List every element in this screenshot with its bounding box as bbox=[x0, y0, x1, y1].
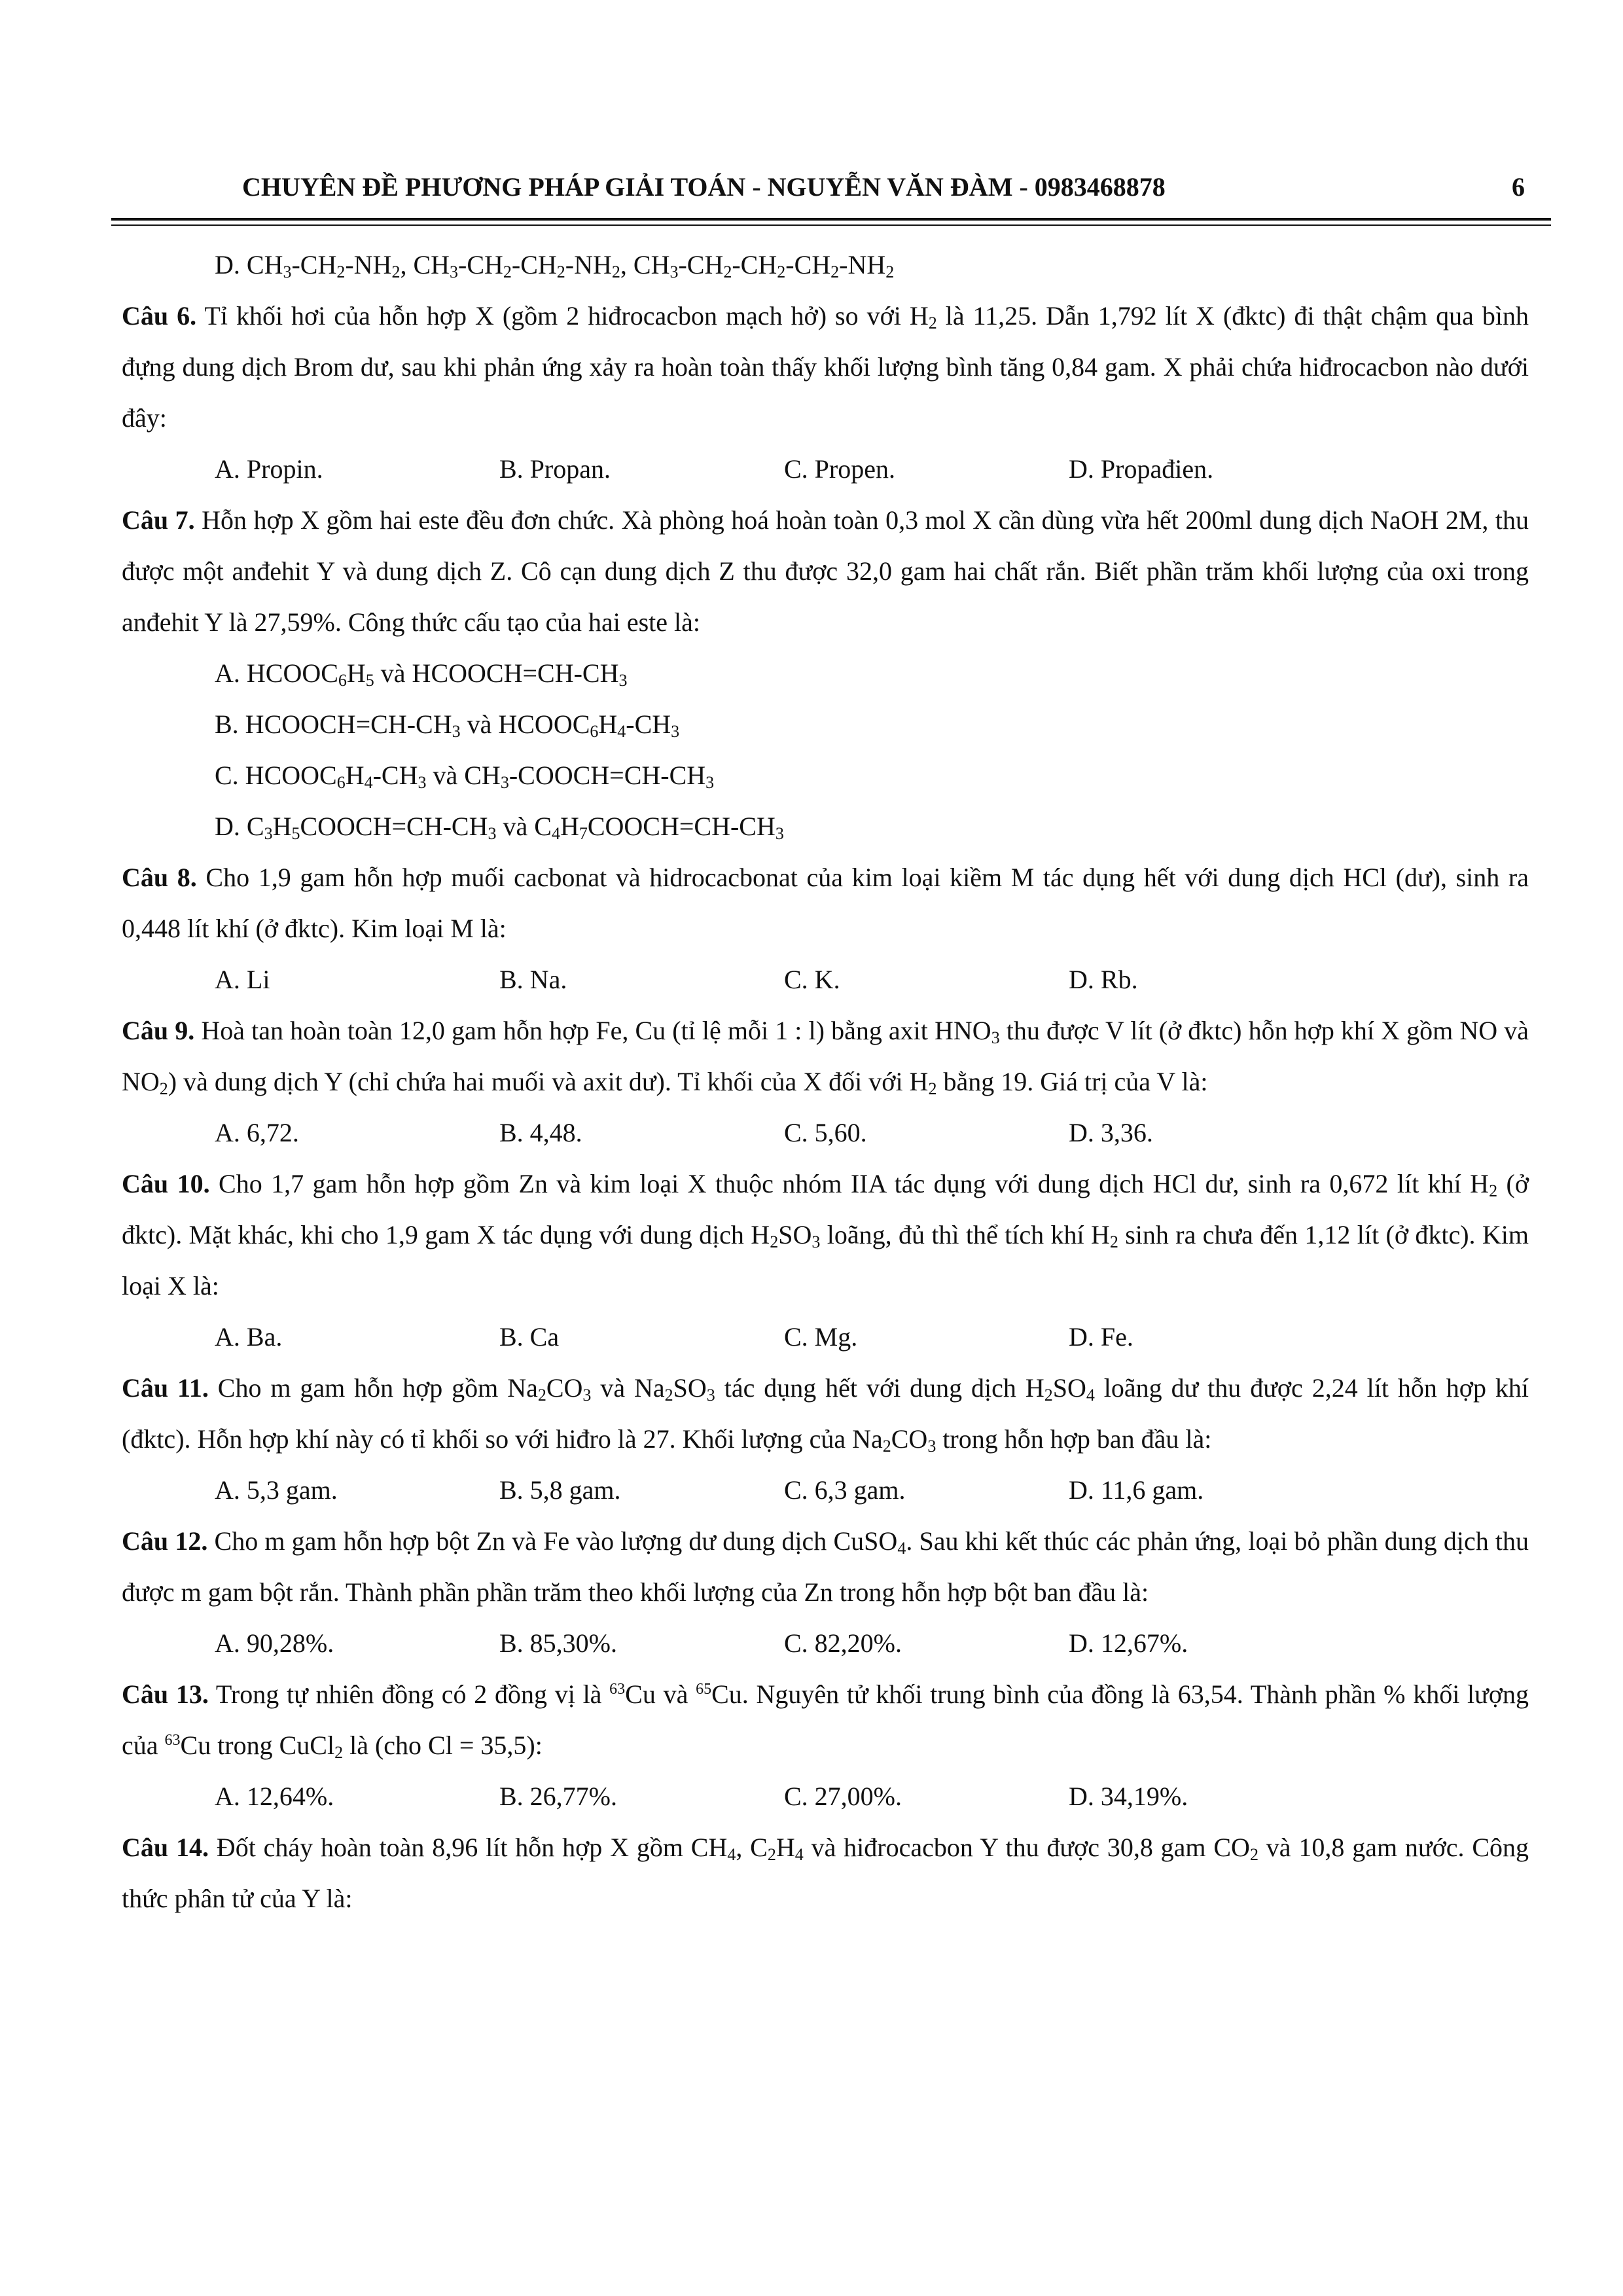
question-content bbox=[122, 240, 1529, 1924]
answer-options bbox=[122, 444, 1529, 495]
answer-option: B. 5,8 gam. bbox=[499, 1475, 621, 1505]
question-label: Câu 10. bbox=[122, 1169, 210, 1198]
answer-option: C. $HCOOC_6H_4-CH_3$ và $CH_3-COOCH=CH-CH_3$ bbox=[215, 761, 715, 792]
question-text: Trong tự nhiên đồng có 2 đồng vị là $^{63}$Cu và $^{65}$Cu. Nguyên tử khối trung bình của đồng là 63,54. Thành phần % khối lượng của $^{63}$Cu trong CuCl$_2$ là (cho Cl = 35,5): bbox=[122, 1679, 1529, 1762]
answer-option: D. 12,67%. bbox=[1069, 1628, 1188, 1658]
question-text: Cho m gam hỗn hợp bột Zn và Fe vào lượng dư dung dịch CuSO$_4$. Sau khi kết thúc các phản ứng, loại bỏ phần dung dịch thu được m gam bột rắn. Thành phần phần trăm theo khối lượng của Zn trong hỗn hợp bột ban đầu là: bbox=[122, 1526, 1529, 1607]
question-text: Cho m gam hỗn hợp gồm $Na_2CO_3$ và $Na_2SO_3$ tác dụng hết với dung dịch $H_2SO_4$ loãng dư thu được 2,24 lít hỗn hợp khí (đktc). Hỗn hợp khí này có tỉ khối so với hiđro là 27. Khối lượng của $Na_2CO_3$ trong hỗn hợp ban đầu là: bbox=[122, 1373, 1529, 1456]
question-7 bbox=[122, 495, 1529, 648]
answer-option: B. Ca bbox=[499, 1322, 560, 1352]
question-label: Câu 6. bbox=[122, 301, 197, 331]
answer-option: C. Propen. bbox=[784, 454, 895, 484]
question-text: Tỉ khối hơi của hỗn hợp X (gồm 2 hiđrocacbon mạch hở) so với $H_2$ là 11,25. Dẫn 1,792 lít X (đktc) đi thật chậm qua bình đựng dung dịch Brom dư, sau khi phản ứng xảy ra hoàn toàn thấy khối lượng bình tăng 0,84 gam. X phải chứa hiđrocacbon nào dưới đây: bbox=[122, 301, 1529, 433]
answer-option: C. K. bbox=[784, 965, 840, 994]
answer-option: B. Propan. bbox=[499, 454, 611, 484]
question-14 bbox=[122, 1822, 1529, 1924]
answer-options bbox=[122, 954, 1529, 1005]
answer-option: C. Mg. bbox=[784, 1322, 858, 1352]
question-10 bbox=[122, 1158, 1529, 1312]
answer-option: A. 5,3 gam. bbox=[215, 1475, 338, 1505]
answer-option: A. 90,28%. bbox=[215, 1628, 334, 1658]
question-label: Câu 7. bbox=[122, 505, 195, 535]
answer-option: A. 6,72. bbox=[215, 1118, 299, 1147]
question-text: Hỗn hợp X gồm hai este đều đơn chức. Xà phòng hoá hoàn toàn 0,3 mol X cần dùng vừa hết 200ml dung dịch NaOH 2M, thu được một anđehit Y và dung dịch Z. Cô cạn dung dịch Z thu được 32,0 gam hai chất rắn. Biết phần trăm khối lượng của oxi trong anđehit Y là 27,59%. Công thức cấu tạo của hai este là: bbox=[122, 505, 1529, 637]
page-number: 6 bbox=[1512, 172, 1525, 202]
question-text: Cho 1,9 gam hỗn hợp muối cacbonat và hidrocacbonat của kim loại kiềm M tác dụng hết với dung dịch HCl (dư), sinh ra 0,448 lít khí (ở đktc). Kim loại M là: bbox=[122, 863, 1529, 943]
answer-option: C. 6,3 gam. bbox=[784, 1475, 906, 1505]
answer-option: A. 12,64%. bbox=[215, 1782, 334, 1811]
answer-options bbox=[122, 1618, 1529, 1669]
answer-option: C. 5,60. bbox=[784, 1118, 867, 1147]
answer-option: A. $HCOOC_6H_5$ và $HCOOCH=CH-CH_3$ bbox=[215, 658, 628, 690]
answer-option: D. 11,6 gam. bbox=[1069, 1475, 1204, 1505]
question-11 bbox=[122, 1363, 1529, 1465]
answer-option: D. 3,36. bbox=[1069, 1118, 1153, 1147]
answer-option: D. Rb. bbox=[1069, 965, 1138, 994]
answer-options bbox=[122, 1312, 1529, 1363]
question-label: Câu 12. bbox=[122, 1526, 208, 1556]
answer-option: D. Fe. bbox=[1069, 1322, 1133, 1352]
answer-option: B. Na. bbox=[499, 965, 567, 994]
header-rule-thick bbox=[111, 218, 1551, 221]
question-label: Câu 9. bbox=[122, 1016, 195, 1045]
question-text: Hoà tan hoàn toàn 12,0 gam hỗn hợp Fe, Cu (tỉ lệ mỗi 1 : l) bằng axit $HNO_3$ thu được V lít (ở đktc) hỗn hợp khí X gồm NO và $NO_2$) và dung dịch Y (chỉ chứa hai muối và axit dư). Tỉ khối của X đối với $H_2$ bằng 19. Giá trị của V là: bbox=[122, 1016, 1529, 1098]
answer-option: A. Li bbox=[215, 965, 270, 994]
question-13 bbox=[122, 1669, 1529, 1771]
header-title: CHUYÊN ĐỀ PHƯƠNG PHÁP GIẢI TOÁN - NGUYỄN VĂN ĐÀM - 0983468878 bbox=[242, 172, 1166, 202]
question-8 bbox=[122, 852, 1529, 954]
question-text: Đốt cháy hoàn toàn 8,96 lít hỗn hợp X gồm $CH_4$, $C_2H_4$ và hiđrocacbon Y thu được 30,8 gam $CO_2$ và 10,8 gam nước. Công thức phân tử của Y là: bbox=[122, 1833, 1529, 1913]
question-text: Cho 1,7 gam hỗn hợp gồm Zn và kim loại X thuộc nhóm IIA tác dụng với dung dịch HCl dư, sinh ra 0,672 lít khí $H_2$ (ở đktc). Mặt khác, khi cho 1,9 gam X tác dụng với dung dịch $H_2SO_3$ loãng, đủ thì thể tích khí $H_2$ sinh ra chưa đến 1,12 lít (ở đktc). Kim loại X là: bbox=[122, 1169, 1529, 1300]
answer-option: B. 85,30%. bbox=[499, 1628, 617, 1658]
q5-option-d: D. $CH_3-CH_2-NH_2$, $CH_3-CH_2-CH_2-NH_2$, $CH_3-CH_2-CH_2-CH_2-NH_2$ bbox=[215, 250, 895, 281]
answer-options bbox=[122, 1771, 1529, 1822]
question-label: Câu 8. bbox=[122, 863, 197, 892]
header-rule-thin bbox=[111, 224, 1551, 226]
answer-option: D. Propađien. bbox=[1069, 454, 1214, 484]
question-label: Câu 13. bbox=[122, 1679, 209, 1709]
question-12 bbox=[122, 1516, 1529, 1618]
question-label: Câu 11. bbox=[122, 1373, 209, 1403]
answer-option: C. 27,00%. bbox=[784, 1782, 902, 1811]
answer-option: A. Propin. bbox=[215, 454, 323, 484]
answer-option: D. 34,19%. bbox=[1069, 1782, 1188, 1811]
answer-option: B. 4,48. bbox=[499, 1118, 582, 1147]
answer-option: B. $HCOOCH=CH-CH_3$ và $HCOOC_6H_4-CH_3$ bbox=[215, 709, 680, 741]
answer-option: B. 26,77%. bbox=[499, 1782, 617, 1811]
page-header bbox=[118, 171, 1525, 211]
answer-options bbox=[122, 1465, 1529, 1516]
question-label: Câu 14. bbox=[122, 1833, 209, 1862]
answer-option: D. $C_3H_5COOCH=CH-CH_3$ và $C_4H_7COOCH=CH-CH_3$ bbox=[215, 812, 784, 843]
question-6 bbox=[122, 291, 1529, 444]
answer-option: A. Ba. bbox=[215, 1322, 283, 1352]
answer-option: C. 82,20%. bbox=[784, 1628, 902, 1658]
question-9 bbox=[122, 1005, 1529, 1107]
answer-options bbox=[122, 1107, 1529, 1158]
